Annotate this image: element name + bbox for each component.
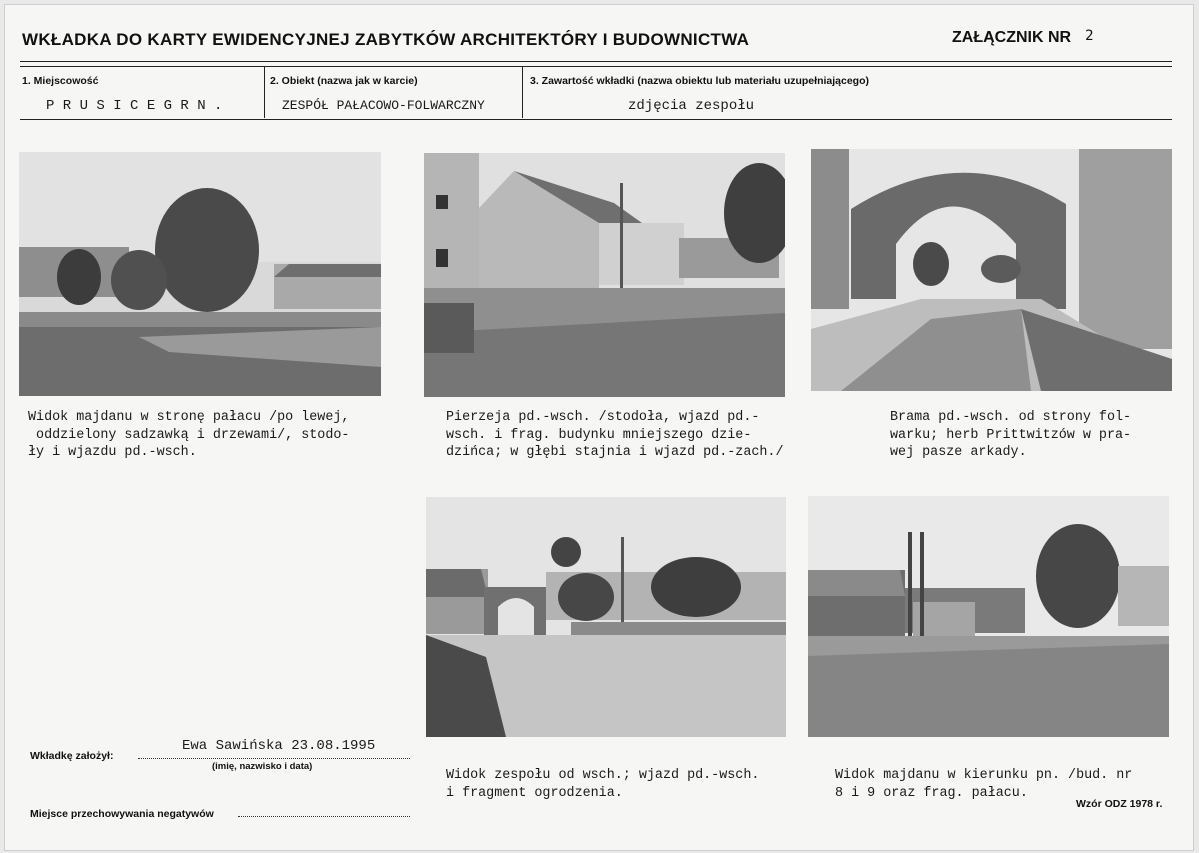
annex-number [952,28,1094,47]
photo-2-caption: Pierzeja pd.-wsch. /stodoła, wjazd pd.- wsch. i frag. budynku mniejszego dzie- dzińca; w głębi stajnia i wjazd pd.-zach./ [446,410,784,460]
document-title: WKŁADKA DO KARTY EWIDENCYJNEJ ZABYTKÓW ARCHITEKTÓRY I BUDOWNICTWA [22,30,750,49]
photo-4-east-view [426,497,786,737]
photo-1-courtyard-view [19,152,381,396]
author-value: Ewa Sawińska 23.08.1995 [182,738,376,754]
header-rule-top [20,61,1172,62]
header-rule-second [20,66,1172,67]
object-value: ZESPÓŁ PAŁACOWO-FOLWARCZNY [282,98,485,113]
object-label: 2. Obiekt (nazwa jak w karcie) [270,75,418,87]
photo-5-square-north [808,496,1169,737]
header-rule-bottom [20,119,1172,120]
photo-2-barn-frontage [424,153,785,397]
field-divider-1 [264,66,265,118]
content-label: 3. Zawartość wkładki (nazwa obiektu lub materiału uzupełniającego) [530,75,869,87]
negatives-line [238,816,410,817]
photo-3-caption: Brama pd.-wsch. od strony fol- warku; herb Prittwitzów w pra- wej pasze arkady. [890,410,1132,460]
author-line [138,758,410,759]
annex-label: ZAŁĄCZNIK NR [952,29,1072,46]
author-hint: (imię, nazwisko i data) [212,761,313,772]
negatives-label: Miejsce przechowywania negatywów [30,808,214,820]
form-code: Wzór ODZ 1978 r. [1076,798,1163,810]
photo-1-caption: Widok majdanu w stronę pałacu /po lewej, oddzielony sadzawką i drzewami/, stodo- ły i wjazdu pd.-wsch. [28,410,350,460]
photo-5-caption: Widok majdanu w kierunku pn. /bud. nr 8 i 9 oraz frag. pałacu. [835,768,1133,801]
annex-number-value: 2 [1085,28,1094,44]
photo-4-caption: Widok zespołu od wsch.; wjazd pd.-wsch. i fragment ogrodzenia. [446,768,760,801]
locality-label: 1. Miejscowość [22,75,99,87]
author-label: Wkładkę założył: [30,750,114,762]
photo-3-gate-arch [811,149,1172,391]
field-divider-2 [522,66,523,118]
content-value: zdjęcia zespołu [628,98,755,114]
locality-value: P R U S I C E G R N . [46,98,223,114]
